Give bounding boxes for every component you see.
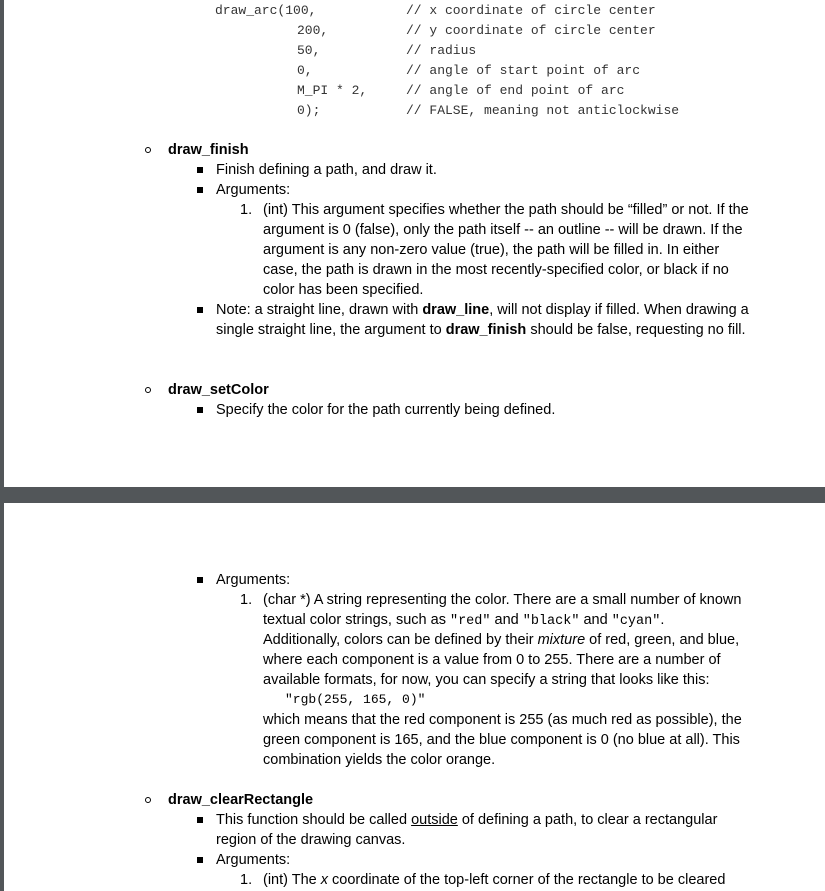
- section-heading-draw-setcolor: draw_setColor: [168, 382, 269, 398]
- code-line: 200,: [297, 23, 329, 38]
- bullet-text: Arguments:: [216, 572, 291, 588]
- list-number: 1.: [240, 872, 253, 888]
- code-comment: // y coordinate of circle center: [406, 23, 656, 38]
- code-comment: // FALSE, meaning not anticlockwise: [406, 103, 680, 118]
- note-text: Note: a straight line, drawn with draw_line, will not display if filled. When drawing a: [216, 302, 749, 318]
- code-line: draw_arc(100,: [215, 3, 317, 18]
- argument-text: textual color strings, such as "red" and "black" and "cyan".: [263, 612, 665, 629]
- note-text: single straight line, the argument to draw_finish should be false, requesting no fill.: [216, 322, 746, 338]
- square-bullet-icon: [197, 817, 203, 823]
- bullet-text: Arguments:: [216, 852, 291, 868]
- argument-text: combination yields the color orange.: [263, 752, 496, 768]
- argument-text: Additionally, colors can be defined by their mixture of red, green, and blue,: [263, 632, 740, 648]
- square-bullet-icon: [197, 187, 203, 193]
- code-comment: // radius: [406, 43, 477, 58]
- square-bullet-icon: [197, 577, 203, 583]
- section-heading-draw-finish: draw_finish: [168, 142, 249, 158]
- argument-text: color has been specified.: [263, 282, 424, 298]
- argument-text: which means that the red component is 255 (as much red as possible), the: [263, 712, 742, 728]
- hollow-bullet-icon: [145, 387, 151, 393]
- argument-text: argument is 0 (false), only the path itself -- an outline -- will be drawn. If the: [263, 222, 743, 238]
- code-line: 0);: [297, 103, 321, 118]
- argument-text: green component is 165, and the blue component is 0 (no blue at all). This: [263, 732, 740, 748]
- bullet-text: Finish defining a path, and draw it.: [216, 162, 437, 178]
- code-comment: // x coordinate of circle center: [406, 3, 656, 18]
- bullet-text: This function should be called outside of defining a path, to clear a rectangular: [216, 812, 718, 828]
- code-comment: // angle of start point of arc: [406, 63, 641, 78]
- argument-text: argument is any non-zero value (true), the path will be filled in. In either: [263, 242, 720, 258]
- list-number: 1.: [240, 202, 253, 218]
- square-bullet-icon: [197, 307, 203, 313]
- document-page-2: [4, 503, 825, 891]
- argument-text: available formats, for now, you can specify a string that looks like this:: [263, 672, 710, 688]
- square-bullet-icon: [197, 167, 203, 173]
- argument-text: where each component is a value from 0 to 255. There are a number of: [263, 652, 721, 668]
- square-bullet-icon: [197, 407, 203, 413]
- argument-text: (int) This argument specifies whether the path should be “filled” or not. If the: [263, 202, 749, 218]
- argument-text: (int) The x coordinate of the top-left corner of the rectangle to be cleared: [263, 872, 726, 888]
- bullet-text: Specify the color for the path currently being defined.: [216, 402, 556, 418]
- argument-text: (char *) A string representing the color. There are a small number of known: [263, 592, 742, 608]
- hollow-bullet-icon: [145, 147, 151, 153]
- argument-text: case, the path is drawn in the most recently-specified color, or black if no: [263, 262, 729, 278]
- section-heading-draw-clearrectangle: draw_clearRectangle: [168, 792, 314, 808]
- square-bullet-icon: [197, 857, 203, 863]
- bullet-text: region of the drawing canvas.: [216, 832, 406, 848]
- list-number: 1.: [240, 592, 253, 608]
- code-line: M_PI * 2,: [297, 83, 368, 98]
- code-rgb-example: "rgb(255, 165, 0)": [285, 692, 426, 707]
- hollow-bullet-icon: [145, 797, 151, 803]
- code-line: 50,: [297, 43, 321, 58]
- bullet-text: Arguments:: [216, 182, 291, 198]
- code-line: 0,: [297, 63, 313, 78]
- code-comment: // angle of end point of arc: [406, 83, 625, 98]
- document-page-1: [4, 0, 825, 487]
